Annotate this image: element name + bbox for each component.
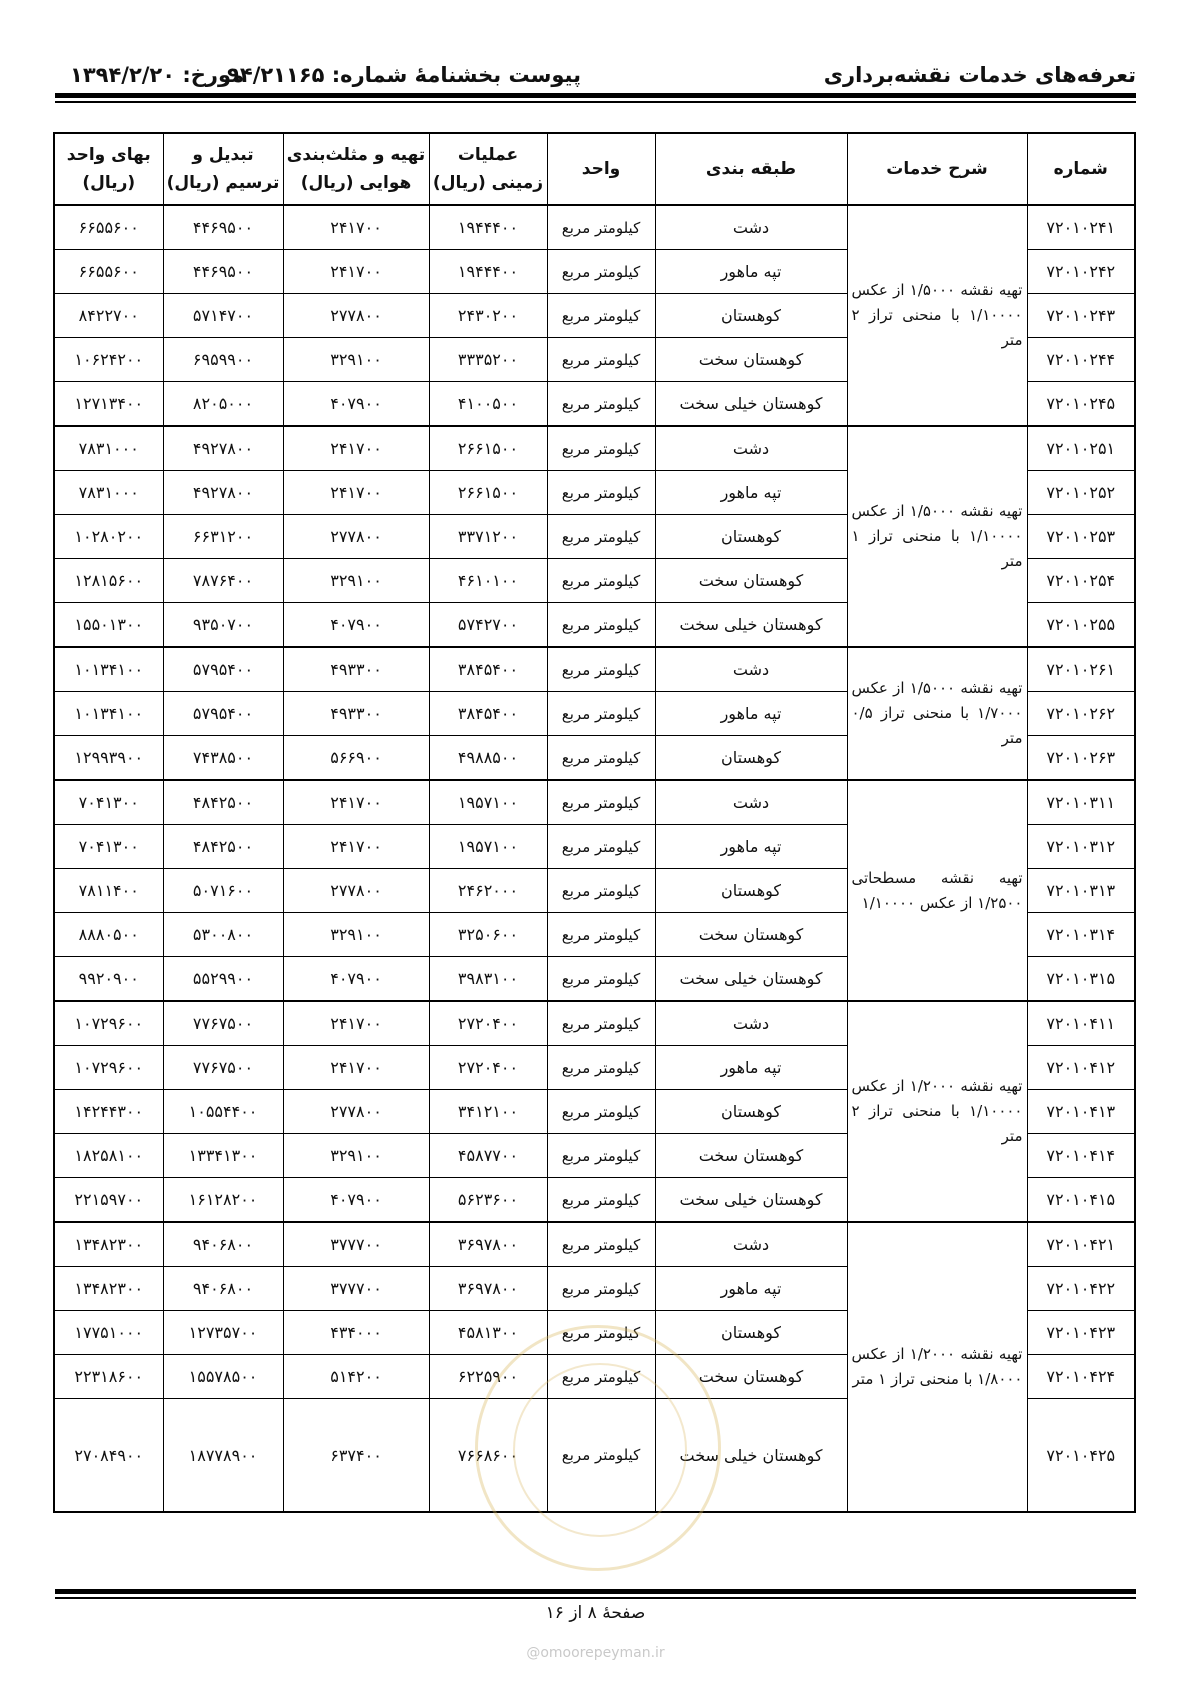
header-number: شماره xyxy=(1027,133,1135,205)
cell-classification: کوهستان سخت xyxy=(655,1134,847,1178)
cell-unit: کیلومتر مربع xyxy=(547,1267,655,1311)
cell-aerial: ۲۴۱۷۰۰ xyxy=(283,250,429,294)
cell-number: ۷۲۰۱۰۳۱۳ xyxy=(1027,869,1135,913)
cell-conversion: ۵۰۷۱۶۰۰ xyxy=(163,869,283,913)
cell-number: ۷۲۰۱۰۴۱۳ xyxy=(1027,1090,1135,1134)
cell-number: ۷۲۰۱۰۲۴۴ xyxy=(1027,338,1135,382)
cell-classification: کوهستان سخت xyxy=(655,338,847,382)
cell-classification: تپه ماهور xyxy=(655,1267,847,1311)
cell-classification: دشت xyxy=(655,1222,847,1267)
cell-number: ۷۲۰۱۰۲۴۲ xyxy=(1027,250,1135,294)
cell-ground-ops: ۶۲۲۵۹۰۰ xyxy=(429,1355,547,1399)
cell-classification: تپه ماهور xyxy=(655,250,847,294)
cell-unit-price: ۱۰۶۲۴۲۰۰ xyxy=(54,338,163,382)
cell-ground-ops: ۴۱۰۰۵۰۰ xyxy=(429,382,547,427)
cell-unit-price: ۱۰۷۲۹۶۰۰ xyxy=(54,1001,163,1046)
watermark-site: @omoorepeyman.ir xyxy=(526,1645,665,1661)
cell-ground-ops: ۲۷۲۰۴۰۰ xyxy=(429,1046,547,1090)
cell-unit-price: ۶۶۵۵۶۰۰ xyxy=(54,250,163,294)
cell-ground-ops: ۲۶۶۱۵۰۰ xyxy=(429,426,547,471)
cell-unit: کیلومتر مربع xyxy=(547,603,655,648)
cell-unit-price: ۱۰۷۲۹۶۰۰ xyxy=(54,1046,163,1090)
cell-unit: کیلومتر مربع xyxy=(547,869,655,913)
cell-unit-price: ۷۰۴۱۳۰۰ xyxy=(54,780,163,825)
cell-number: ۷۲۰۱۰۲۴۱ xyxy=(1027,205,1135,250)
page-number: صفحهٔ ۸ از ۱۶ xyxy=(545,1603,646,1623)
cell-unit-price: ۸۴۲۲۷۰۰ xyxy=(54,294,163,338)
cell-ground-ops: ۲۴۶۲۰۰۰ xyxy=(429,869,547,913)
cell-ground-ops: ۵۶۲۳۶۰۰ xyxy=(429,1178,547,1223)
cell-unit: کیلومتر مربع xyxy=(547,205,655,250)
cell-aerial: ۴۰۷۹۰۰ xyxy=(283,957,429,1002)
header-description: شرح خدمات xyxy=(847,133,1027,205)
cell-conversion: ۴۹۲۷۸۰۰ xyxy=(163,426,283,471)
cell-unit: کیلومتر مربع xyxy=(547,1178,655,1223)
cell-classification: کوهستان xyxy=(655,869,847,913)
cell-ground-ops: ۷۶۶۸۶۰۰ xyxy=(429,1399,547,1513)
cell-unit-price: ۱۳۴۸۲۳۰۰ xyxy=(54,1222,163,1267)
cell-unit: کیلومتر مربع xyxy=(547,780,655,825)
cell-unit-price: ۱۲۷۱۳۴۰۰ xyxy=(54,382,163,427)
cell-ground-ops: ۳۸۴۵۴۰۰ xyxy=(429,647,547,692)
cell-ground-ops: ۳۹۸۳۱۰۰ xyxy=(429,957,547,1002)
table-row xyxy=(54,426,1135,471)
cell-classification: دشت xyxy=(655,780,847,825)
cell-number: ۷۲۰۱۰۲۵۵ xyxy=(1027,603,1135,648)
cell-conversion: ۷۷۶۷۵۰۰ xyxy=(163,1046,283,1090)
cell-aerial: ۲۷۷۸۰۰ xyxy=(283,515,429,559)
cell-classification: کوهستان خیلی سخت xyxy=(655,603,847,648)
footer-rule-thin xyxy=(55,1597,1136,1599)
cell-number: ۷۲۰۱۰۲۶۱ xyxy=(1027,647,1135,692)
cell-unit-price: ۱۰۱۳۴۱۰۰ xyxy=(54,647,163,692)
cell-ground-ops: ۴۵۸۷۷۰۰ xyxy=(429,1134,547,1178)
cell-unit-price: ۱۷۷۵۱۰۰۰ xyxy=(54,1311,163,1355)
cell-ground-ops: ۵۷۴۲۷۰۰ xyxy=(429,603,547,648)
cell-unit: کیلومتر مربع xyxy=(547,825,655,869)
cell-ground-ops: ۳۶۹۷۸۰۰ xyxy=(429,1267,547,1311)
cell-number: ۷۲۰۱۰۴۱۲ xyxy=(1027,1046,1135,1090)
cell-aerial: ۵۱۴۲۰۰ xyxy=(283,1355,429,1399)
cell-conversion: ۵۷۹۵۴۰۰ xyxy=(163,692,283,736)
cell-unit: کیلومتر مربع xyxy=(547,1090,655,1134)
cell-classification: تپه ماهور xyxy=(655,825,847,869)
cell-unit-price: ۹۹۲۰۹۰۰ xyxy=(54,957,163,1002)
cell-classification: کوهستان xyxy=(655,1311,847,1355)
cell-unit: کیلومتر مربع xyxy=(547,1399,655,1513)
cell-classification: کوهستان xyxy=(655,1090,847,1134)
cell-aerial: ۳۷۷۷۰۰ xyxy=(283,1267,429,1311)
cell-ground-ops: ۴۵۸۱۳۰۰ xyxy=(429,1311,547,1355)
cell-classification: کوهستان خیلی سخت xyxy=(655,1178,847,1223)
cell-classification: تپه ماهور xyxy=(655,1046,847,1090)
cell-conversion: ۴۴۶۹۵۰۰ xyxy=(163,205,283,250)
cell-unit-price: ۱۴۲۴۴۳۰۰ xyxy=(54,1090,163,1134)
cell-conversion: ۵۷۱۴۷۰۰ xyxy=(163,294,283,338)
cell-unit-price: ۶۶۵۵۶۰۰ xyxy=(54,205,163,250)
cell-unit-price: ۷۸۳۱۰۰۰ xyxy=(54,471,163,515)
cell-classification: تپه ماهور xyxy=(655,692,847,736)
cell-unit-price: ۸۸۸۰۵۰۰ xyxy=(54,913,163,957)
cell-number: ۷۲۰۱۰۲۴۳ xyxy=(1027,294,1135,338)
cell-aerial: ۵۶۶۹۰۰ xyxy=(283,736,429,781)
tariff-table-container xyxy=(55,132,1136,1513)
cell-aerial: ۳۲۹۱۰۰ xyxy=(283,338,429,382)
cell-unit-price: ۱۰۱۳۴۱۰۰ xyxy=(54,692,163,736)
cell-unit: کیلومتر مربع xyxy=(547,1222,655,1267)
header-classification: طبقه بندی xyxy=(655,133,847,205)
cell-conversion: ۱۶۱۲۸۲۰۰ xyxy=(163,1178,283,1223)
cell-ground-ops: ۴۶۱۰۱۰۰ xyxy=(429,559,547,603)
document-date: مورخ: ۱۳۹۴/۲/۲۰ xyxy=(70,63,245,87)
cell-aerial: ۴۰۷۹۰۰ xyxy=(283,1178,429,1223)
cell-aerial: ۲۷۷۸۰۰ xyxy=(283,294,429,338)
cell-unit: کیلومتر مربع xyxy=(547,471,655,515)
cell-number: ۷۲۰۱۰۲۵۲ xyxy=(1027,471,1135,515)
cell-ground-ops: ۱۹۵۷۱۰۰ xyxy=(429,825,547,869)
cell-number: ۷۲۰۱۰۴۲۱ xyxy=(1027,1222,1135,1267)
cell-aerial: ۴۳۴۰۰۰ xyxy=(283,1311,429,1355)
cell-conversion: ۱۵۵۷۸۵۰۰ xyxy=(163,1355,283,1399)
cell-classification: دشت xyxy=(655,647,847,692)
cell-aerial: ۶۳۷۴۰۰ xyxy=(283,1399,429,1513)
cell-number: ۷۲۰۱۰۴۲۳ xyxy=(1027,1311,1135,1355)
cell-ground-ops: ۱۹۵۷۱۰۰ xyxy=(429,780,547,825)
cell-ground-ops: ۲۶۶۱۵۰۰ xyxy=(429,471,547,515)
table-body xyxy=(54,205,1135,1512)
cell-aerial: ۴۹۳۳۰۰ xyxy=(283,647,429,692)
cell-unit: کیلومتر مربع xyxy=(547,692,655,736)
cell-unit-price: ۱۵۵۰۱۳۰۰ xyxy=(54,603,163,648)
cell-unit-price: ۷۸۱۱۴۰۰ xyxy=(54,869,163,913)
cell-unit-price: ۱۰۲۸۰۲۰۰ xyxy=(54,515,163,559)
cell-ground-ops: ۱۹۴۴۴۰۰ xyxy=(429,250,547,294)
cell-aerial: ۳۷۷۷۰۰ xyxy=(283,1222,429,1267)
table-row xyxy=(54,1222,1135,1267)
cell-classification: کوهستان خیلی سخت xyxy=(655,382,847,427)
cell-number: ۷۲۰۱۰۲۶۳ xyxy=(1027,736,1135,781)
cell-aerial: ۳۲۹۱۰۰ xyxy=(283,1134,429,1178)
cell-aerial: ۲۴۱۷۰۰ xyxy=(283,471,429,515)
cell-description: تهیه نقشه ۱/۵۰۰۰ از عکس ۱/۷۰۰۰ با منحنی تراز ۰/۵ متر xyxy=(847,647,1027,780)
cell-number: ۷۲۰۱۰۲۶۲ xyxy=(1027,692,1135,736)
cell-unit-price: ۱۸۲۵۸۱۰۰ xyxy=(54,1134,163,1178)
cell-classification: کوهستان xyxy=(655,294,847,338)
cell-conversion: ۴۹۲۷۸۰۰ xyxy=(163,471,283,515)
table-row xyxy=(54,647,1135,692)
cell-conversion: ۹۴۰۶۸۰۰ xyxy=(163,1267,283,1311)
table-row xyxy=(54,205,1135,250)
cell-aerial: ۲۴۱۷۰۰ xyxy=(283,205,429,250)
cell-unit: کیلومتر مربع xyxy=(547,647,655,692)
cell-aerial: ۲۷۷۸۰۰ xyxy=(283,869,429,913)
cell-number: ۷۲۰۱۰۴۱۵ xyxy=(1027,1178,1135,1223)
cell-unit: کیلومتر مربع xyxy=(547,1046,655,1090)
cell-classification: کوهستان خیلی سخت xyxy=(655,957,847,1002)
cell-conversion: ۶۹۵۹۹۰۰ xyxy=(163,338,283,382)
cell-classification: دشت xyxy=(655,1001,847,1046)
cell-unit-price: ۲۲۱۵۹۷۰۰ xyxy=(54,1178,163,1223)
cell-unit: کیلومتر مربع xyxy=(547,1355,655,1399)
cell-unit: کیلومتر مربع xyxy=(547,1311,655,1355)
header-unit: واحد xyxy=(547,133,655,205)
cell-classification: کوهستان سخت xyxy=(655,559,847,603)
cell-conversion: ۷۴۳۸۵۰۰ xyxy=(163,736,283,781)
cell-ground-ops: ۲۴۳۰۲۰۰ xyxy=(429,294,547,338)
cell-number: ۷۲۰۱۰۳۱۱ xyxy=(1027,780,1135,825)
cell-unit: کیلومتر مربع xyxy=(547,515,655,559)
cell-aerial: ۴۹۳۳۰۰ xyxy=(283,692,429,736)
cell-conversion: ۸۲۰۵۰۰۰ xyxy=(163,382,283,427)
cell-conversion: ۱۰۵۵۴۴۰۰ xyxy=(163,1090,283,1134)
cell-ground-ops: ۳۶۹۷۸۰۰ xyxy=(429,1222,547,1267)
header-rule-thick xyxy=(55,93,1136,98)
cell-classification: کوهستان xyxy=(655,736,847,781)
cell-number: ۷۲۰۱۰۴۲۵ xyxy=(1027,1399,1135,1513)
cell-number: ۷۲۰۱۰۳۱۵ xyxy=(1027,957,1135,1002)
cell-unit-price: ۱۲۹۹۳۹۰۰ xyxy=(54,736,163,781)
cell-description: تهیه نقشه ۱/۵۰۰۰ از عکس ۱/۱۰۰۰۰ با منحنی تراز ۲ متر xyxy=(847,205,1027,426)
document-title: تعرفه‌های خدمات نقشه‌برداری xyxy=(823,63,1136,87)
cell-number: ۷۲۰۱۰۲۵۱ xyxy=(1027,426,1135,471)
cell-number: ۷۲۰۱۰۴۱۴ xyxy=(1027,1134,1135,1178)
cell-description: تهیه نقشه ۱/۲۰۰۰ از عکس ۱/۸۰۰۰ با منحنی تراز ۱ متر xyxy=(847,1222,1027,1512)
cell-conversion: ۱۸۷۷۸۹۰۰ xyxy=(163,1399,283,1513)
cell-conversion: ۷۷۶۷۵۰۰ xyxy=(163,1001,283,1046)
cell-unit-price: ۱۳۴۸۲۳۰۰ xyxy=(54,1267,163,1311)
cell-ground-ops: ۳۲۵۰۶۰۰ xyxy=(429,913,547,957)
cell-conversion: ۵۳۰۰۸۰۰ xyxy=(163,913,283,957)
header-conversion: تبدیل و ترسیم (ریال) xyxy=(163,133,283,205)
cell-unit: کیلومتر مربع xyxy=(547,426,655,471)
cell-ground-ops: ۳۳۷۱۲۰۰ xyxy=(429,515,547,559)
cell-aerial: ۳۲۹۱۰۰ xyxy=(283,913,429,957)
cell-number: ۷۲۰۱۰۲۵۴ xyxy=(1027,559,1135,603)
cell-unit: کیلومتر مربع xyxy=(547,338,655,382)
cell-unit: کیلومتر مربع xyxy=(547,1134,655,1178)
cell-aerial: ۳۲۹۱۰۰ xyxy=(283,559,429,603)
cell-conversion: ۹۴۰۶۸۰۰ xyxy=(163,1222,283,1267)
cell-conversion: ۵۵۲۹۹۰۰ xyxy=(163,957,283,1002)
cell-ground-ops: ۲۷۲۰۴۰۰ xyxy=(429,1001,547,1046)
cell-number: ۷۲۰۱۰۴۲۲ xyxy=(1027,1267,1135,1311)
cell-conversion: ۹۳۵۰۷۰۰ xyxy=(163,603,283,648)
cell-number: ۷۲۰۱۰۳۱۲ xyxy=(1027,825,1135,869)
tariff-table xyxy=(53,132,1136,1513)
cell-classification: دشت xyxy=(655,426,847,471)
footer-rule-thick xyxy=(55,1589,1136,1594)
cell-unit-price: ۷۰۴۱۳۰۰ xyxy=(54,825,163,869)
attachment-number: پیوست بخشنامهٔ شماره: ۹۴/۲۱۱۶۵ xyxy=(227,63,581,87)
cell-unit: کیلومتر مربع xyxy=(547,294,655,338)
cell-conversion: ۴۴۶۹۵۰۰ xyxy=(163,250,283,294)
cell-description: تهیه نقشه ۱/۲۰۰۰ از عکس ۱/۱۰۰۰۰ با منحنی تراز ۲ متر xyxy=(847,1001,1027,1222)
cell-classification: کوهستان سخت xyxy=(655,913,847,957)
cell-aerial: ۴۰۷۹۰۰ xyxy=(283,382,429,427)
cell-aerial: ۲۴۱۷۰۰ xyxy=(283,1046,429,1090)
cell-unit: کیلومتر مربع xyxy=(547,913,655,957)
cell-classification: دشت xyxy=(655,205,847,250)
cell-conversion: ۱۲۷۳۵۷۰۰ xyxy=(163,1311,283,1355)
cell-ground-ops: ۱۹۴۴۴۰۰ xyxy=(429,205,547,250)
cell-number: ۷۲۰۱۰۴۲۴ xyxy=(1027,1355,1135,1399)
cell-aerial: ۴۰۷۹۰۰ xyxy=(283,603,429,648)
cell-number: ۷۲۰۱۰۳۱۴ xyxy=(1027,913,1135,957)
cell-description: تهیه نقشه مسطحاتی ۱/۲۵۰۰ از عکس ۱/۱۰۰۰۰ xyxy=(847,780,1027,1001)
cell-unit: کیلومتر مربع xyxy=(547,736,655,781)
cell-classification: کوهستان xyxy=(655,515,847,559)
cell-aerial: ۲۴۱۷۰۰ xyxy=(283,1001,429,1046)
cell-aerial: ۲۷۷۸۰۰ xyxy=(283,1090,429,1134)
cell-conversion: ۶۶۳۱۲۰۰ xyxy=(163,515,283,559)
page-header xyxy=(55,60,1136,90)
cell-unit: کیلومتر مربع xyxy=(547,957,655,1002)
cell-ground-ops: ۳۴۱۲۱۰۰ xyxy=(429,1090,547,1134)
cell-description: تهیه نقشه ۱/۵۰۰۰ از عکس ۱/۱۰۰۰۰ با منحنی تراز ۱ متر xyxy=(847,426,1027,647)
cell-number: ۷۲۰۱۰۲۵۳ xyxy=(1027,515,1135,559)
cell-unit: کیلومتر مربع xyxy=(547,1001,655,1046)
cell-classification: تپه ماهور xyxy=(655,471,847,515)
cell-conversion: ۴۸۴۲۵۰۰ xyxy=(163,780,283,825)
cell-conversion: ۴۸۴۲۵۰۰ xyxy=(163,825,283,869)
cell-classification: کوهستان سخت xyxy=(655,1355,847,1399)
cell-ground-ops: ۳۸۴۵۴۰۰ xyxy=(429,692,547,736)
cell-unit: کیلومتر مربع xyxy=(547,382,655,427)
cell-classification: کوهستان خیلی سخت xyxy=(655,1399,847,1513)
cell-unit: کیلومتر مربع xyxy=(547,559,655,603)
header-rule-thin xyxy=(55,101,1136,103)
cell-unit-price: ۲۲۳۱۸۶۰۰ xyxy=(54,1355,163,1399)
cell-aerial: ۲۴۱۷۰۰ xyxy=(283,780,429,825)
cell-unit-price: ۷۸۳۱۰۰۰ xyxy=(54,426,163,471)
cell-aerial: ۲۴۱۷۰۰ xyxy=(283,825,429,869)
cell-unit-price: ۱۲۸۱۵۶۰۰ xyxy=(54,559,163,603)
table-header-row xyxy=(54,133,1135,205)
cell-conversion: ۷۸۷۶۴۰۰ xyxy=(163,559,283,603)
cell-ground-ops: ۳۳۳۵۲۰۰ xyxy=(429,338,547,382)
cell-number: ۷۲۰۱۰۲۴۵ xyxy=(1027,382,1135,427)
header-unit-price: بهای واحد (ریال) xyxy=(54,133,163,205)
cell-number: ۷۲۰۱۰۴۱۱ xyxy=(1027,1001,1135,1046)
header-aerial: تهیه و مثلث‌بندی هوایی (ریال) xyxy=(283,133,429,205)
cell-unit-price: ۲۷۰۸۴۹۰۰ xyxy=(54,1399,163,1513)
cell-conversion: ۵۷۹۵۴۰۰ xyxy=(163,647,283,692)
table-row xyxy=(54,1001,1135,1046)
table-row xyxy=(54,780,1135,825)
cell-aerial: ۲۴۱۷۰۰ xyxy=(283,426,429,471)
cell-ground-ops: ۴۹۸۸۵۰۰ xyxy=(429,736,547,781)
cell-unit: کیلومتر مربع xyxy=(547,250,655,294)
header-ground-ops: عملیات زمینی (ریال) xyxy=(429,133,547,205)
cell-conversion: ۱۳۳۴۱۳۰۰ xyxy=(163,1134,283,1178)
